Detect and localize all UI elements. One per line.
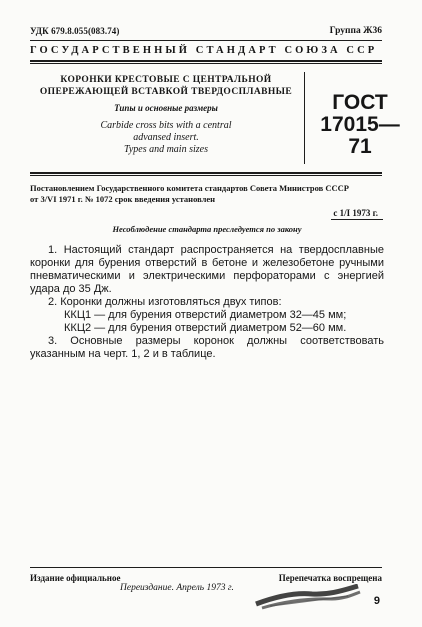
reprint-note: Переиздание. Апрель 1973 г. [120, 583, 234, 593]
title-ru-line2: ОПЕРЕЖАЮЩЕЙ ВСТАВКОЙ ТВЕРДОСПЛАВНЫЕ [39, 87, 293, 97]
reprint-ban: Перепечатка воспрещена [278, 573, 382, 583]
title-en-line3: Types and main sizes [124, 144, 208, 155]
standard-banner: ГОСУДАРСТВЕННЫЙ СТАНДАРТ СОЮЗА ССР [30, 45, 378, 56]
paragraph-2a: ККЦ1 — для бурения отверстий диаметром 32—45 мм; [64, 309, 347, 321]
decree-line2: от 3/VI 1971 г. № 1072 срок введения установлен [30, 194, 216, 204]
effective-date: с 1/I 1973 г. [333, 208, 378, 218]
standard-body [30, 244, 384, 361]
subtitle-ru: Типы и основные размеры [114, 103, 218, 113]
stamp-icon [252, 584, 362, 612]
paragraph-3: 3. Основные размеры коронок должны соответствовать указанным на черт. 1, 2 и в таблице. [30, 335, 384, 360]
official-edition: Издание официальное [30, 573, 121, 583]
gost-number: 17015—71 [320, 113, 400, 158]
legal-notice: Несоблюдение стандарта преследуется по закону [112, 224, 302, 234]
title-en-line2: advansed insert. [133, 132, 199, 143]
title-ru-line1: КОРОНКИ КРЕСТОВЫЕ С ЦЕНТРАЛЬНОЙ [60, 75, 272, 85]
paragraph-1: 1. Настоящий стандарт распространяется на твердосплавные коронки для бурения отверстий в бетоне и железобетоне ручными пневматическими и электрическими перфораторами с энергией удара до 35 Дж. [30, 244, 384, 295]
page-number: 9 [373, 595, 380, 607]
gost-label: ГОСТ [332, 91, 388, 114]
decree-rule-2 [30, 175, 382, 176]
decree-line1: Постановлением Государственного комитета стандартов Совета Министров СССР [30, 183, 349, 193]
title-divider [304, 72, 305, 164]
decree-text [30, 183, 384, 205]
banner-rule-1 [30, 60, 382, 62]
paragraph-2: 2. Коронки должны изготовляться двух типов: [48, 296, 282, 308]
gost-block [320, 92, 400, 158]
top-rule [30, 40, 382, 41]
footer-rule [30, 567, 382, 568]
decree-rule-1 [30, 172, 382, 174]
group-code: Группа Ж36 [329, 26, 382, 36]
udk-code: УДК 679.8.055(083.74) [30, 26, 120, 36]
title-en-line1: Carbide cross bits with a central [100, 120, 232, 131]
banner-rule-2 [30, 63, 382, 64]
paragraph-2b: ККЦ2 — для бурения отверстий диаметром 52—60 мм. [64, 322, 347, 334]
date-underline [331, 219, 383, 220]
title-ru [36, 74, 296, 98]
